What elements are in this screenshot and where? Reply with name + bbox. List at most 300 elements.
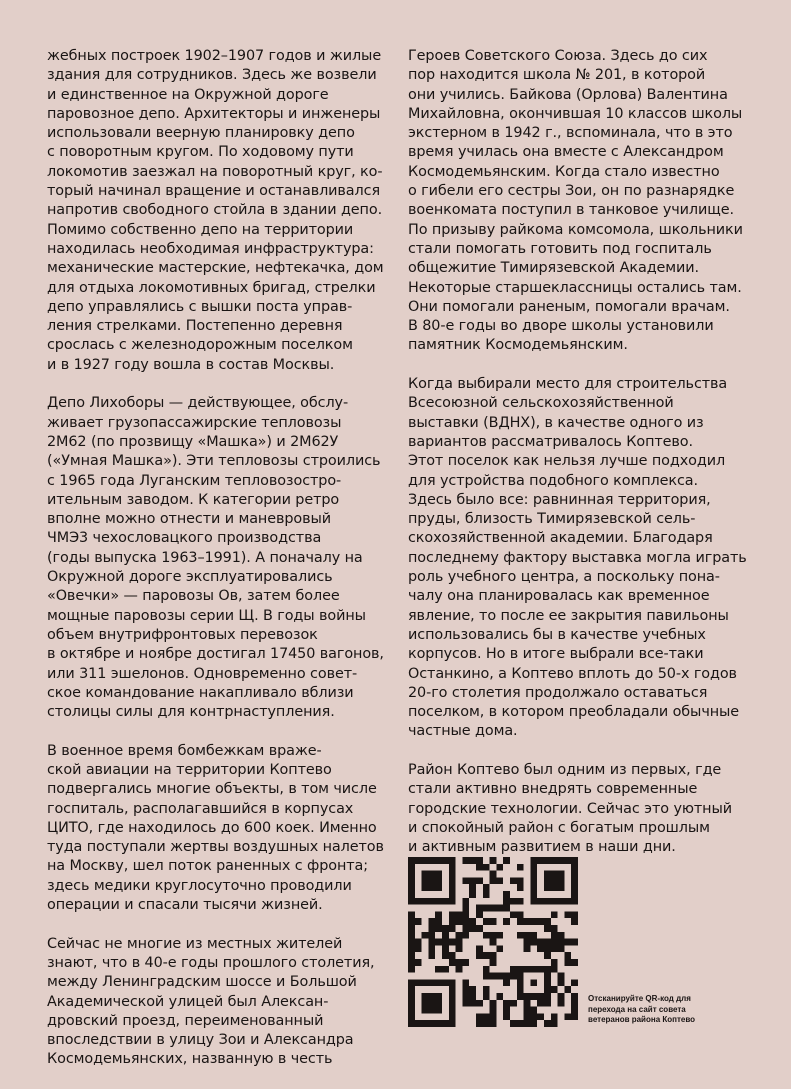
qr-module: [490, 1000, 497, 1007]
text-line: впоследствии в улицу Зои и Александра: [47, 1032, 354, 1049]
qr-module: [503, 891, 510, 898]
qr-module: [435, 979, 442, 986]
qr-module: [435, 871, 442, 878]
qr-module: [415, 1020, 422, 1027]
qr-module: [564, 952, 571, 959]
qr-module: [428, 898, 435, 905]
qr-module: [408, 979, 415, 986]
qr-module: [517, 979, 524, 986]
qr-module: [517, 932, 524, 939]
text-line: ительным заводом. К категории ретро: [47, 491, 340, 508]
text-line: для отдыха локомотивных бригад, стрелки: [47, 279, 376, 296]
qr-module: [476, 1000, 483, 1007]
qr-module: [408, 986, 415, 993]
text-line: («Умная Машка»). Эти тепловозы строились: [47, 453, 381, 470]
qr-module: [483, 884, 490, 891]
qr-module: [408, 877, 415, 884]
paragraph: [47, 742, 387, 916]
text-line: Сейчас не многие из местных жителей: [47, 935, 343, 952]
qr-module: [524, 945, 531, 952]
qr-module: [571, 1013, 578, 1020]
qr-module: [422, 877, 429, 884]
qr-module: [469, 891, 476, 898]
right-column: [408, 47, 748, 877]
qr-module: [530, 979, 537, 986]
qr-module: [483, 891, 490, 898]
qr-module: [449, 993, 456, 1000]
qr-module: [428, 932, 435, 939]
qr-module: [490, 1013, 497, 1020]
qr-module: [456, 911, 463, 918]
qr-module: [469, 884, 476, 891]
qr-module: [476, 945, 483, 952]
text-line: Всесоюзной сельскохозяйственной: [408, 395, 674, 412]
qr-module: [422, 979, 429, 986]
qr-module: [462, 918, 469, 925]
qr-module: [530, 884, 537, 891]
text-line: Этот поселок как нельзя лучше подходил: [408, 453, 726, 470]
qr-module: [564, 1013, 571, 1020]
qr-module: [408, 939, 415, 946]
qr-module: [544, 945, 551, 952]
qr-module: [510, 1020, 517, 1027]
text-line: и активным развитием в наши дни.: [408, 839, 676, 856]
qr-module: [462, 905, 469, 912]
paragraph: [408, 761, 748, 857]
text-line: дровский проезд, переименованный: [47, 1012, 324, 1029]
qr-module: [442, 939, 449, 946]
qr-module: [510, 1000, 517, 1007]
qr-module: [483, 1020, 490, 1027]
qr-caption: [588, 994, 695, 1026]
qr-module: [530, 871, 537, 878]
text-line: В военное время бомбежкам враже-: [47, 742, 322, 759]
qr-module: [442, 1020, 449, 1027]
qr-module: [490, 973, 497, 980]
text-line: Космодемьянских, названную в честь: [47, 1051, 333, 1068]
qr-module: [551, 939, 558, 946]
qr-module: [408, 1000, 415, 1007]
qr-module: [408, 864, 415, 871]
qr-module: [571, 1000, 578, 1007]
text-line: последнему фактору выставка могла играть: [408, 549, 747, 566]
qr-module: [483, 864, 490, 871]
qr-module: [490, 918, 497, 925]
qr-module: [449, 1000, 456, 1007]
qr-module: [510, 877, 517, 884]
qr-module: [422, 1020, 429, 1027]
qr-module: [517, 973, 524, 980]
qr-module: [551, 1020, 558, 1027]
qr-module: [449, 952, 456, 959]
qr-module: [449, 898, 456, 905]
qr-module: [558, 857, 565, 864]
text-line: В 80-е годы во дворе школы установили: [408, 318, 714, 335]
text-line: знают, что в 40-е годы прошлого столетия,: [47, 954, 375, 971]
text-line: пор находится школа № 201, в которой: [408, 67, 706, 84]
qr-module: [476, 1013, 483, 1020]
qr-module: [428, 918, 435, 925]
text-line: мощные паровозы серии Щ. В годы войны: [47, 607, 366, 624]
text-line: выставки (ВДНХ), в качестве одного из: [408, 414, 704, 431]
qr-module: [551, 884, 558, 891]
qr-module: [558, 973, 565, 980]
qr-module: [524, 1013, 531, 1020]
qr-module: [524, 918, 531, 925]
qr-module: [483, 1013, 490, 1020]
qr-module: [544, 871, 551, 878]
text-line: ское командование накапливало вблизи: [47, 684, 354, 701]
qr-module: [571, 918, 578, 925]
qr-module: [422, 871, 429, 878]
text-line: Останкино, а Коптево вплоть до 50-х годов: [408, 665, 737, 682]
text-line: Здесь было все: равнинная территория,: [408, 491, 711, 508]
qr-module: [558, 993, 565, 1000]
qr-module: [564, 857, 571, 864]
qr-module: [571, 979, 578, 986]
qr-module: [530, 1020, 537, 1027]
qr-module: [408, 891, 415, 898]
qr-module: [408, 1020, 415, 1027]
qr-module: [435, 898, 442, 905]
qr-module: [422, 857, 429, 864]
qr-module: [530, 877, 537, 884]
text-line: напротив свободного стойла в здании депо.: [47, 202, 383, 219]
qr-module: [442, 857, 449, 864]
qr-module: [435, 993, 442, 1000]
qr-module: [462, 979, 469, 986]
qr-module: [530, 891, 537, 898]
qr-module: [408, 966, 415, 973]
text-line: паровозное депо. Архитекторы и инженеры: [47, 105, 381, 122]
text-line: госпиталь, располагавшийся в корпусах: [47, 800, 354, 817]
qr-module: [483, 986, 490, 993]
qr-caption-line: перехода на сайт совета: [588, 1004, 686, 1014]
qr-module: [408, 952, 415, 959]
text-line: они учились. Байкова (Орлова) Валентина: [408, 86, 728, 103]
qr-module: [456, 959, 463, 966]
qr-module: [408, 945, 415, 952]
paragraph: [408, 375, 748, 742]
qr-code[interactable]: [408, 857, 578, 1027]
qr-module: [537, 939, 544, 946]
qr-module: [530, 939, 537, 946]
text-line: находилась необходимая инфраструктура:: [47, 240, 374, 257]
qr-module: [558, 932, 565, 939]
qr-module: [422, 993, 429, 1000]
text-line: явление, то после ее закрытия павильоны: [408, 607, 729, 624]
qr-module: [449, 959, 456, 966]
qr-module: [558, 1000, 565, 1007]
qr-module: [490, 871, 497, 878]
qr-module: [476, 905, 483, 912]
qr-module: [428, 877, 435, 884]
qr-module: [428, 1020, 435, 1027]
qr-module: [408, 918, 415, 925]
qr-module: [422, 932, 429, 939]
qr-module: [442, 932, 449, 939]
qr-module: [517, 918, 524, 925]
qr-module: [408, 857, 415, 864]
qr-module: [503, 979, 510, 986]
qr-module: [469, 857, 476, 864]
qr-module: [428, 857, 435, 864]
qr-module: [462, 877, 469, 884]
text-line: ской авиации на территории Коптево: [47, 761, 332, 778]
qr-module: [408, 932, 415, 939]
qr-module: [435, 966, 442, 973]
qr-module: [442, 966, 449, 973]
text-line: скохозяйственной академии. Благодаря: [408, 530, 713, 547]
qr-module: [551, 871, 558, 878]
qr-module: [476, 864, 483, 871]
qr-module: [551, 857, 558, 864]
qr-module: [449, 877, 456, 884]
qr-module: [422, 884, 429, 891]
qr-module: [449, 871, 456, 878]
text-line: живает грузопассажирские тепловозы: [47, 414, 342, 431]
qr-module: [558, 945, 565, 952]
qr-module: [483, 973, 490, 980]
qr-module: [496, 877, 503, 884]
text-line: в октябре и ноябре достигал 17450 вагонов,: [47, 646, 384, 663]
qr-module: [564, 986, 571, 993]
qr-module: [462, 925, 469, 932]
qr-module: [456, 945, 463, 952]
qr-module: [490, 1007, 497, 1014]
qr-module: [503, 857, 510, 864]
qr-module: [408, 1013, 415, 1020]
qr-module: [544, 884, 551, 891]
qr-module: [408, 993, 415, 1000]
qr-module: [571, 898, 578, 905]
text-line: между Ленинградским шоссе и Большой: [47, 974, 357, 991]
qr-module: [415, 898, 422, 905]
qr-module: [483, 905, 490, 912]
qr-module: [530, 966, 537, 973]
qr-module: [462, 993, 469, 1000]
text-line: Они помогали раненым, помогали врачам.: [408, 298, 730, 315]
text-line: военкомата поступил в танковое училище.: [408, 202, 734, 219]
qr-module: [415, 857, 422, 864]
text-line: или 311 эшелонов. Одновременно совет-: [47, 665, 358, 682]
qr-module: [537, 918, 544, 925]
qr-module: [435, 911, 442, 918]
qr-module: [544, 973, 551, 980]
qr-module: [503, 1000, 510, 1007]
qr-module: [428, 993, 435, 1000]
paragraph: [47, 935, 387, 1070]
qr-module: [517, 966, 524, 973]
qr-module: [544, 857, 551, 864]
qr-module: [571, 871, 578, 878]
qr-module: [544, 993, 551, 1000]
qr-module: [490, 959, 497, 966]
qr-module: [442, 925, 449, 932]
qr-module: [564, 939, 571, 946]
qr-module: [537, 993, 544, 1000]
text-line: с поворотным кругом. По ходовому пути: [47, 144, 354, 161]
qr-caption-line: ветеранов района Коптево: [588, 1015, 696, 1024]
text-line: ЦИТО, где находилось до 600 коек. Именно: [47, 819, 377, 836]
qr-module: [558, 871, 565, 878]
qr-module: [503, 1007, 510, 1014]
qr-module: [544, 952, 551, 959]
qr-module: [483, 932, 490, 939]
text-line: корпусов. Но в итоге выбрали все-таки: [408, 646, 704, 663]
left-column: [47, 47, 387, 1089]
qr-module: [408, 959, 415, 966]
qr-module: [449, 1013, 456, 1020]
qr-module: [469, 877, 476, 884]
text-line: время училась она вместе с Александром: [408, 144, 724, 161]
qr-module: [435, 1007, 442, 1014]
text-line: столицы силы для контрнаступления.: [47, 704, 335, 721]
text-line: пруды, близость Тимирязевской сель-: [408, 511, 696, 528]
qr-module: [517, 884, 524, 891]
text-line: Космодемьянским. Когда стало известно: [408, 163, 720, 180]
qr-module: [483, 966, 490, 973]
qr-module: [490, 1020, 497, 1027]
qr-module: [469, 918, 476, 925]
qr-module: [476, 857, 483, 864]
qr-module: [571, 1007, 578, 1014]
qr-module: [415, 959, 422, 966]
qr-module: [558, 884, 565, 891]
qr-module: [530, 1007, 537, 1014]
qr-module: [415, 939, 422, 946]
text-line: роль учебного центра, а поскольку пона-: [408, 569, 720, 586]
text-line: депо управлялись с вышки поста управ-: [47, 298, 353, 315]
qr-module: [517, 911, 524, 918]
qr-module: [490, 857, 497, 864]
qr-module: [496, 973, 503, 980]
text-line: Академической улицей был Алексан-: [47, 993, 329, 1010]
qr-module: [571, 864, 578, 871]
qr-module: [428, 925, 435, 932]
text-line: и единственное на Окружной дороге: [47, 86, 329, 103]
qr-module: [490, 877, 497, 884]
text-line: Район Коптево был одним из первых, где: [408, 761, 722, 778]
paragraph: [47, 394, 387, 722]
qr-module: [558, 939, 565, 946]
qr-module: [571, 857, 578, 864]
qr-module: [537, 1013, 544, 1020]
qr-module: [449, 864, 456, 871]
qr-module: [537, 966, 544, 973]
text-line: и в 1927 году вошла в состав Москвы.: [47, 356, 335, 373]
qr-module: [483, 918, 490, 925]
qr-module: [435, 857, 442, 864]
qr-module: [490, 905, 497, 912]
text-line: памятник Космодемьянским.: [408, 337, 628, 354]
qr-module: [422, 1007, 429, 1014]
qr-module: [551, 877, 558, 884]
qr-module: [510, 973, 517, 980]
qr-module: [449, 1020, 456, 1027]
text-line: общежитие Тимирязевской Академии.: [408, 260, 700, 277]
qr-module: [496, 945, 503, 952]
text-line: «Овечки» — паровозы Ов, затем более: [47, 588, 340, 605]
qr-module: [428, 945, 435, 952]
qr-module: [428, 884, 435, 891]
qr-module: [428, 1000, 435, 1007]
qr-module: [435, 1000, 442, 1007]
qr-module: [428, 979, 435, 986]
qr-module: [428, 939, 435, 946]
qr-module: [544, 939, 551, 946]
qr-module: [571, 959, 578, 966]
qr-module: [476, 877, 483, 884]
text-line: механические мастерские, нефтекачка, дом: [47, 260, 384, 277]
text-line: торый начинал вращение и останавливался: [47, 183, 380, 200]
text-line: здесь медики круглосуточно проводили: [47, 877, 352, 894]
qr-module: [551, 1013, 558, 1020]
text-line: городские технологии. Сейчас это уютный: [408, 800, 732, 817]
qr-module: [544, 1000, 551, 1007]
qr-module: [510, 898, 517, 905]
qr-module: [456, 918, 463, 925]
qr-module: [442, 979, 449, 986]
qr-caption-line: Отсканируйте QR-код для: [588, 994, 691, 1003]
text-line: стали активно внедрять современные: [408, 781, 698, 798]
text-line: поселком, в котором преобладали обычные: [408, 704, 740, 721]
qr-module: [524, 993, 531, 1000]
qr-module: [490, 952, 497, 959]
qr-module: [476, 952, 483, 959]
qr-module: [558, 979, 565, 986]
qr-module: [530, 993, 537, 1000]
qr-module: [517, 986, 524, 993]
qr-module: [524, 1007, 531, 1014]
text-line: Окружной дороге эксплуатировались: [47, 569, 333, 586]
qr-module: [496, 993, 503, 1000]
text-line: ления стрелками. Постепенно деревня: [47, 318, 343, 335]
qr-module: [462, 1000, 469, 1007]
qr-module: [537, 945, 544, 952]
qr-module: [544, 898, 551, 905]
qr-module: [469, 993, 476, 1000]
qr-module: [422, 1000, 429, 1007]
qr-module: [449, 891, 456, 898]
qr-module: [449, 911, 456, 918]
text-line: 2М62 (по прозвищу «Машка») и 2М62У: [47, 433, 339, 450]
qr-module: [551, 932, 558, 939]
text-line: Помимо собственно депо на территории: [47, 221, 354, 238]
qr-module: [530, 864, 537, 871]
qr-module: [558, 877, 565, 884]
text-line: туда поступали жертвы воздушных налетов: [47, 839, 384, 856]
qr-module: [496, 932, 503, 939]
qr-module: [408, 871, 415, 878]
text-line: срослась с железнодорожным поселком: [47, 337, 353, 354]
qr-module: [408, 911, 415, 918]
text-line: использовались бы в качестве учебных: [408, 626, 706, 643]
qr-module: [524, 939, 531, 946]
qr-module: [449, 979, 456, 986]
qr-module: [483, 952, 490, 959]
qr-module: [428, 871, 435, 878]
qr-module: [462, 959, 469, 966]
qr-module: [469, 925, 476, 932]
text-line: жебных построек 1902–1907 годов и жилые: [47, 48, 382, 64]
text-line: Когда выбирали место для строительства: [408, 376, 728, 393]
qr-module: [428, 952, 435, 959]
qr-module: [442, 898, 449, 905]
qr-module: [415, 918, 422, 925]
qr-module: [449, 918, 456, 925]
qr-module: [496, 864, 503, 871]
